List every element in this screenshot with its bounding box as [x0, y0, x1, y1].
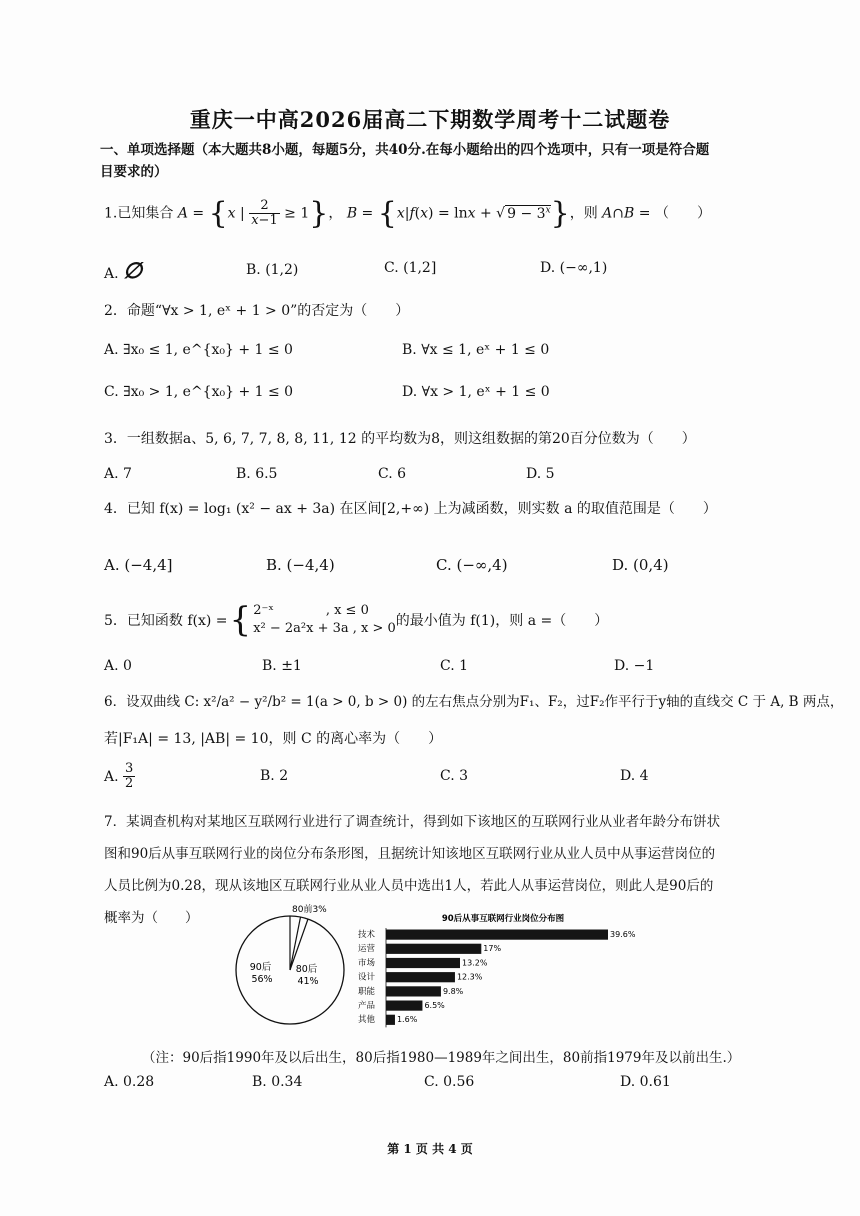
- question-6-line-2: 若|F₁A| = 13, |AB| = 10，则 C 的离心率为（ ）: [104, 731, 443, 747]
- q5-option-d: D. −1: [614, 658, 655, 674]
- question-7-line-4: 概率为（ ）: [104, 910, 199, 926]
- question-6-line-1: 6．设双曲线 C: x²/a² − y²/b² = 1(a > 0, b > 0) 的左右焦点分别为F₁、F₂，过F₂作平行于y轴的直线交 C 于 A, B 两点，: [104, 694, 844, 710]
- q4-option-b: B. (−4,4): [266, 556, 335, 574]
- q3-option-c: C. 6: [378, 466, 407, 482]
- q5-case-2: x² − 2a²x + 3a , x > 0: [253, 621, 396, 636]
- q4-option-d: D. (0,4): [612, 556, 669, 574]
- age-pie-chart: [228, 902, 358, 1038]
- bar-category-label: 市场: [358, 958, 376, 969]
- bar-value-label: 6.5%: [424, 1001, 445, 1010]
- q1-suffix: ，则: [569, 205, 598, 222]
- q2-option-b: B. ∀x ≤ 1, eˣ + 1 ≤ 0: [402, 342, 550, 358]
- q6-option-c: C. 3: [440, 768, 469, 784]
- q1-option-a: A. ∅: [104, 258, 143, 284]
- bar-category-label: 其他: [358, 1015, 376, 1026]
- page-footer: 第 1 页 共 4 页: [387, 1142, 473, 1156]
- question-4-stem: 4．已知 f(x) = log₁ (x² − ax + 3a) 在区间[2,+∞) 上为减函数，则实数 a 的取值范围是（ ）: [104, 501, 717, 517]
- emptyset-symbol: ∅: [123, 258, 143, 284]
- pie-label-pre80: 80前3%: [292, 905, 327, 915]
- q3-option-d: D. 5: [526, 466, 555, 482]
- bar-category-label: 技术: [358, 930, 376, 940]
- q7-option-b: B. 0.34: [252, 1074, 303, 1090]
- bar: [386, 986, 441, 996]
- q3-option-a: A. 7: [104, 466, 132, 482]
- pie-value-pre80: 3%: [312, 905, 327, 915]
- position-bar-chart: [358, 912, 658, 1034]
- q2-option-d: D. ∀x > 1, eˣ + 1 ≤ 0: [402, 384, 550, 400]
- q7-option-c: C. 0.56: [424, 1074, 475, 1090]
- bar: [386, 958, 460, 968]
- bar-svg: [358, 912, 658, 1030]
- bar-value-label: 12.3%: [456, 972, 483, 982]
- q6-option-d: D. 4: [620, 768, 649, 784]
- q4-option-c: C. (−∞,4): [436, 556, 508, 574]
- q7-option-d: D. 0.61: [620, 1074, 671, 1090]
- q1-option-d: D. (−∞,1): [540, 260, 608, 276]
- q6-option-b: B. 2: [260, 768, 289, 784]
- question-3-stem: 3．一组数据a、5, 6, 7, 7, 8, 8, 11, 12 的平均数为8，则这组数据的第20百分位数为（ ）: [104, 431, 696, 447]
- question-5-stem: 5．已知函数 f(x) = { 2⁻ˣ , x ≤ 0 x² − 2a²x + 3a , x > 0 的最小值为 f(1)，则 a =（ ）: [104, 600, 609, 640]
- q5-piecewise: [253, 602, 396, 638]
- q1-blank: （ ）: [654, 205, 711, 222]
- bar-category-label: 产品: [358, 1001, 376, 1011]
- bar-group: [358, 928, 636, 1027]
- q1-option-c: C. (1,2]: [384, 260, 437, 276]
- bar-value-label: 1.6%: [396, 1015, 418, 1025]
- bar: [386, 1001, 422, 1011]
- bar-value-label: 39.6%: [610, 930, 636, 939]
- pie-value-90: 56%: [251, 974, 273, 985]
- pie-svg: [228, 902, 358, 1034]
- pie-value-80: 41%: [297, 976, 319, 987]
- page-title: 重庆一中高2026届高二下期数学周考十二试题卷: [189, 107, 671, 132]
- bar: [386, 972, 455, 982]
- bar: [386, 930, 608, 940]
- q1-option-b: B. (1,2): [246, 262, 299, 278]
- q5-case-1: 2⁻ˣ , x ≤ 0: [253, 603, 369, 618]
- bar-value-label: 17%: [483, 944, 502, 954]
- bar-value-label: 13.2%: [462, 958, 488, 968]
- bar-category-label: 设计: [358, 972, 376, 983]
- bar-category-label: 运营: [358, 944, 376, 955]
- question-7-note: （注：90后指1990年及以后出生，80后指1980—1989年之间出生，80前指1979年及以前出生.）: [142, 1050, 741, 1066]
- pie-label-80: 80后 41%: [295, 964, 319, 987]
- q1-prefix: 1.已知集合: [104, 205, 174, 222]
- bar: [386, 944, 481, 954]
- q2-option-a: A. ∃x₀ ≤ 1, e^{x₀} + 1 ≤ 0: [104, 342, 293, 358]
- bar-value-label: 9.8%: [442, 986, 464, 996]
- bar: [386, 1015, 395, 1025]
- question-1-stem: 1.已知集合 A = {x | $\frac{2}{x-1}$ ≥ 1}， B = {x|f(x) = lnx + √ $9 - 3^x$}，则 A∩B = （ ）: [104, 196, 711, 231]
- q6-option-a: A. $\frac{3}{2}$: [104, 761, 134, 791]
- question-7-line-3: 人员比例为0.28，现从该地区互联网行业从业人员中选出1人，若此人从事运营岗位，则此人是90后的: [104, 878, 714, 894]
- section-heading-line1: 一、单项选择题（本大题共8小题，每题5分，共40分.在每小题给出的四个选项中，只有一项是符合题: [100, 142, 710, 158]
- q4-option-a: A. (−4,4]: [104, 556, 173, 574]
- question-2-stem: 2．命题“∀x > 1, eˣ + 1 > 0”的否定为（ ）: [104, 303, 410, 319]
- section-heading-line2: 目要求的）: [100, 164, 168, 180]
- q3-option-b: B. 6.5: [236, 466, 278, 482]
- q5-option-b: B. ±1: [262, 658, 302, 674]
- question-7-line-2: 图和90后从事互联网行业的岗位分布条形图，且据统计知该地区互联网行业从业人员中从事运营岗位的: [104, 846, 716, 862]
- q5-option-a: A. 0: [104, 658, 132, 674]
- q5-prefix: 5．已知函数 f(x) =: [104, 613, 228, 629]
- bar-category-label: 职能: [358, 986, 376, 997]
- q7-option-a: A. 0.28: [104, 1074, 155, 1090]
- bar-chart-title: 90后从事互联网行业岗位分布图: [441, 914, 565, 924]
- q5-suffix: 的最小值为 f(1)，则 a =（ ）: [395, 613, 609, 629]
- pie-label-90: 90后 56%: [249, 962, 273, 985]
- q2-option-c: C. ∃x₀ > 1, e^{x₀} + 1 ≤ 0: [104, 384, 294, 400]
- q5-option-c: C. 1: [440, 658, 469, 674]
- question-7-line-1: 7．某调查机构对某地区互联网行业进行了调查统计，得到如下该地区的互联网行业从业者年龄分布饼状: [104, 814, 721, 830]
